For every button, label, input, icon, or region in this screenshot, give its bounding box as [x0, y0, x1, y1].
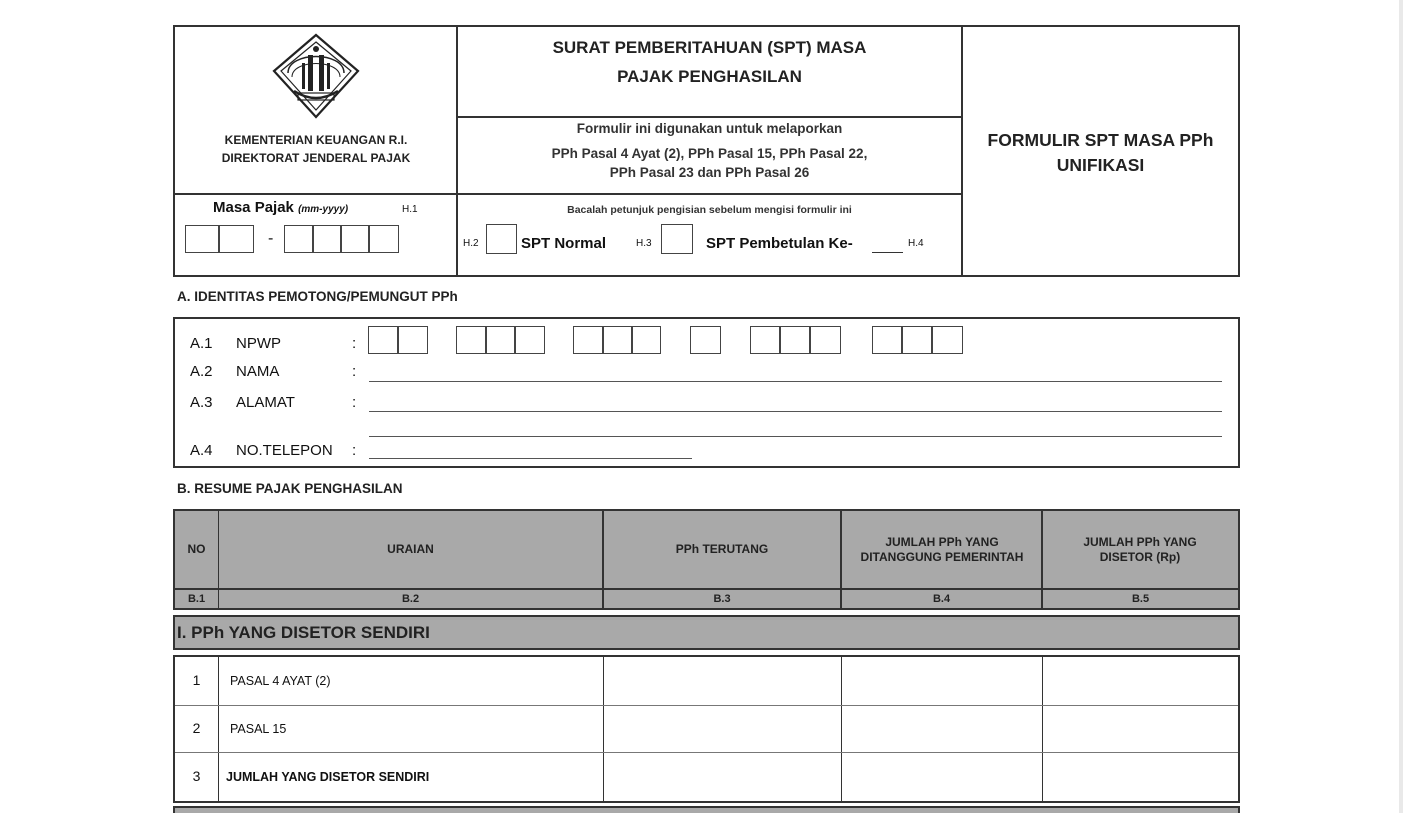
- row-description: PASAL 4 AYAT (2): [230, 674, 331, 688]
- ministry-name: KEMENTERIAN KEUANGAN R.I.: [224, 133, 408, 147]
- header-hline-left: [173, 193, 457, 195]
- masa-pajak-label: Masa Pajak (mm-yyyy): [213, 199, 349, 216]
- month-box-1[interactable]: [185, 225, 219, 253]
- a3-code: A.3: [190, 394, 213, 411]
- npwp-digit-box[interactable]: [690, 326, 721, 354]
- npwp-digit-box[interactable]: [632, 326, 661, 354]
- group-title: I. PPh YANG DISETOR SENDIRI: [177, 623, 430, 642]
- telepon-input-line[interactable]: [369, 458, 692, 459]
- month-box-2[interactable]: [219, 225, 254, 253]
- npwp-digit-box[interactable]: [932, 326, 963, 354]
- row-description: PASAL 15: [230, 722, 287, 736]
- spt-normal-checkbox[interactable]: [486, 224, 517, 254]
- form-description-3: PPh Pasal 23 dan PPh Pasal 26: [609, 165, 810, 180]
- column-header-uraian: URAIAN: [387, 542, 434, 556]
- nama-input-line[interactable]: [369, 381, 1222, 382]
- a4-code: A.4: [190, 442, 213, 459]
- form-main-title-1: SURAT PEMBERITAHUAN (SPT) MASA: [552, 38, 867, 57]
- column-code-b4: B.4: [932, 593, 951, 605]
- directorate-name: DIREKTORAT JENDERAL PAJAK: [221, 151, 411, 165]
- header-divider-2: [961, 25, 963, 277]
- masa-pajak-format: (mm-yyyy): [298, 204, 349, 215]
- code-h3: H.3: [636, 238, 652, 249]
- form-type-title-1: FORMULIR SPT MASA PPh: [987, 130, 1214, 150]
- npwp-digit-box[interactable]: [486, 326, 515, 354]
- form-main-title-2: PAJAK PENGHASILAN: [617, 67, 802, 86]
- a2-code: A.2: [190, 363, 213, 380]
- a4-label: NO.TELEPON: [236, 442, 333, 459]
- a3-label: ALAMAT: [236, 394, 295, 411]
- body-col-divider: [841, 655, 842, 803]
- vertical-scrollbar[interactable]: [1399, 0, 1403, 813]
- npwp-digit-box[interactable]: [573, 326, 603, 354]
- a2-colon: :: [352, 363, 357, 380]
- a1-code: A.1: [190, 335, 213, 352]
- code-h2: H.2: [463, 238, 479, 249]
- section-a-title: A. IDENTITAS PEMOTONG/PEMUNGUT PPh: [177, 289, 458, 304]
- npwp-digit-box[interactable]: [750, 326, 780, 354]
- a4-colon: :: [352, 442, 357, 459]
- row-number: 3: [192, 768, 201, 784]
- header-hline-mid-1: [457, 116, 962, 118]
- ministry-emblem-logo: [258, 31, 374, 123]
- column-code-b2: B.2: [401, 593, 420, 605]
- date-separator: -: [268, 230, 274, 247]
- npwp-digit-box[interactable]: [603, 326, 632, 354]
- year-box-1[interactable]: [284, 225, 313, 253]
- spt-normal-label: SPT Normal: [521, 235, 607, 252]
- npwp-digit-box[interactable]: [810, 326, 841, 354]
- npwp-digit-box[interactable]: [902, 326, 932, 354]
- row-number: 1: [192, 672, 201, 688]
- spt-pembetulan-label: SPT Pembetulan Ke-: [706, 235, 853, 252]
- code-h4: H.4: [908, 238, 924, 249]
- body-row-divider: [175, 752, 1238, 753]
- body-col-divider: [1042, 655, 1043, 803]
- code-h1: H.1: [402, 204, 418, 215]
- row-number: 2: [192, 720, 201, 736]
- row-description: JUMLAH YANG DISETOR SENDIRI: [226, 770, 430, 784]
- body-col-divider: [218, 655, 219, 803]
- form-type-title-2: UNIFIKASI: [1056, 155, 1145, 175]
- body-row-divider: [175, 705, 1238, 706]
- a2-label: NAMA: [236, 363, 280, 380]
- a3-colon: :: [352, 394, 357, 411]
- form-description-1: Formulir ini digunakan untuk melaporkan: [576, 121, 843, 136]
- column-header-disetor: JUMLAH PPh YANG DISETOR (Rp): [1083, 534, 1197, 564]
- a1-label: NPWP: [236, 335, 281, 352]
- year-box-4[interactable]: [369, 225, 399, 253]
- column-code-b1: B.1: [187, 593, 206, 605]
- npwp-digit-box[interactable]: [456, 326, 486, 354]
- column-header-no: NO: [187, 542, 206, 556]
- next-section-bar: [173, 806, 1240, 813]
- year-box-2[interactable]: [313, 225, 341, 253]
- a1-colon: :: [352, 335, 357, 352]
- column-code-b3: B.3: [713, 593, 731, 605]
- column-header-pph-terutang: PPh TERUTANG: [675, 542, 769, 556]
- npwp-digit-box[interactable]: [398, 326, 428, 354]
- column-header-ditanggung-pemerintah: JUMLAH PPh YANG DITANGGUNG PEMERINTAH: [860, 534, 1024, 564]
- year-box-3[interactable]: [341, 225, 369, 253]
- alamat-input-line-1[interactable]: [369, 411, 1222, 412]
- alamat-input-line-2[interactable]: [369, 436, 1222, 437]
- section-b-title: B. RESUME PAJAK PENGHASILAN: [177, 481, 403, 496]
- instruction-text: Bacalah petunjuk pengisian sebelum mengisi formulir ini: [567, 204, 852, 216]
- column-code-b5: B.5: [1131, 593, 1150, 605]
- npwp-digit-box[interactable]: [780, 326, 810, 354]
- npwp-digit-box[interactable]: [515, 326, 545, 354]
- form-description-2: PPh Pasal 4 Ayat (2), PPh Pasal 15, PPh Pasal 22,: [551, 146, 868, 161]
- spt-pembetulan-checkbox[interactable]: [661, 224, 693, 254]
- npwp-digit-box[interactable]: [872, 326, 902, 354]
- header-hline-mid-2: [457, 193, 962, 195]
- body-col-divider: [603, 655, 604, 803]
- npwp-digit-box[interactable]: [368, 326, 398, 354]
- pembetulan-number-line[interactable]: [872, 252, 903, 253]
